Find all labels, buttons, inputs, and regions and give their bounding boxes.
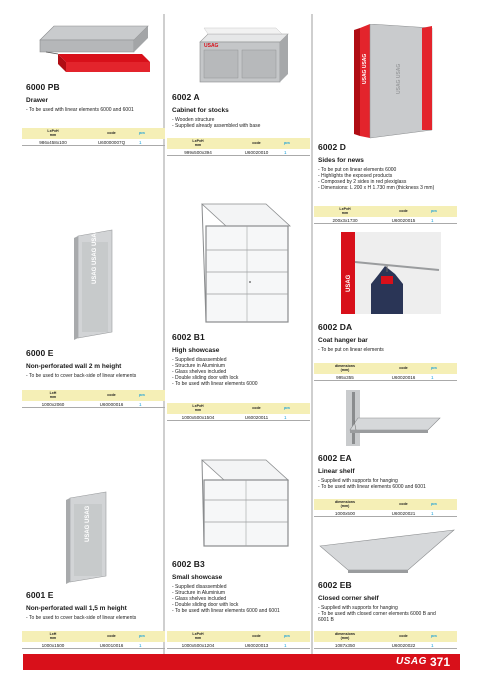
cell-qty: 1 bbox=[139, 139, 142, 145]
product-code: 6002 B3 bbox=[172, 559, 205, 569]
cell-code: U60020016 bbox=[391, 374, 416, 380]
bullet: - Dimensions: L 200 x H 1.730 mm (thickness 3 mm) bbox=[318, 185, 435, 192]
spec-row bbox=[22, 642, 165, 649]
svg-text:USAG USAG: USAG USAG bbox=[85, 505, 91, 542]
spec-header bbox=[167, 403, 310, 414]
product-name: Non-perforated wall 2 m height bbox=[26, 363, 122, 370]
spec-header bbox=[22, 128, 165, 139]
product-name: Linear shelf bbox=[318, 468, 355, 475]
col-header-dim: dimensions bbox=[335, 499, 355, 504]
corner-shelf-image bbox=[318, 526, 458, 576]
col-header-code: code bbox=[107, 633, 116, 638]
spec-header bbox=[167, 631, 310, 642]
bullet: 6001 B bbox=[318, 617, 334, 624]
col-header-code: code bbox=[107, 392, 116, 397]
product-code: 6001 E bbox=[26, 590, 54, 600]
product-6000e bbox=[26, 348, 162, 379]
cell-qty: 1 bbox=[431, 374, 434, 380]
col-header-qty: pcs bbox=[284, 140, 290, 145]
spec-row bbox=[167, 149, 310, 156]
col-header-unit: mm bbox=[49, 132, 57, 137]
cell-dim: 1000x500x1204 bbox=[181, 642, 215, 648]
bullet: - Glass shelves included bbox=[172, 369, 227, 376]
product-6002b1 bbox=[172, 332, 308, 387]
cell-code: U60020013 bbox=[244, 642, 269, 648]
spec-header bbox=[314, 631, 457, 642]
col-header-qty: pcs bbox=[431, 633, 437, 638]
product-code: 6002 D bbox=[318, 142, 347, 152]
bullet: - Supplied with supports for hanging bbox=[318, 605, 398, 611]
col-header-dim: LxPxH bbox=[339, 206, 351, 211]
col-header-qty: pcs bbox=[139, 130, 145, 135]
spec-header bbox=[22, 390, 165, 401]
column-divider-left bbox=[163, 14, 165, 654]
product-code: 6002 EA bbox=[318, 453, 352, 463]
col-header-unit: (mm) bbox=[340, 503, 350, 508]
cell-code: U60020010 bbox=[244, 149, 269, 155]
bullet: - To be used with linear elements 6000 bbox=[172, 381, 258, 388]
spec-table-6001e bbox=[22, 631, 165, 649]
svg-text:USAG USAG: USAG USAG bbox=[362, 53, 368, 84]
product-name: Drawer bbox=[26, 97, 49, 104]
small-showcase-image bbox=[194, 454, 298, 552]
spec-row bbox=[167, 642, 310, 649]
bullet: - Supplied already assembled with base bbox=[172, 123, 261, 130]
svg-text:USAG USAG USAG: USAG USAG USAG bbox=[92, 228, 98, 284]
product-name: High showcase bbox=[172, 347, 220, 354]
cell-dim: 1000x1500 bbox=[41, 642, 65, 648]
cell-code: U60010016 bbox=[99, 642, 124, 648]
bullet: - Composed by 2 sides in red plexiglass bbox=[318, 179, 407, 186]
wall-2m-image bbox=[70, 228, 120, 342]
col-header-dim: LxPxH bbox=[47, 128, 59, 133]
col-header-dim: LxPxH bbox=[192, 403, 204, 408]
cell-dim: 995x355 bbox=[336, 374, 354, 380]
sides-for-news-image bbox=[340, 24, 440, 140]
footer-bar bbox=[23, 654, 460, 670]
svg-text:USAG USAG: USAG USAG bbox=[396, 63, 402, 94]
cell-dim: 986x458x100 bbox=[39, 139, 67, 145]
product-6002b3 bbox=[172, 559, 308, 614]
col-header-unit: (mm) bbox=[340, 367, 350, 372]
bullet: - To be used to cover back-side of linear elements bbox=[26, 615, 137, 621]
col-header-unit: mm bbox=[341, 210, 349, 215]
spec-row bbox=[314, 642, 457, 649]
cell-dim: 1000x2060 bbox=[41, 401, 65, 407]
spec-table-6002eb bbox=[314, 631, 457, 649]
bullet: - Double sliding door with lock bbox=[172, 602, 239, 609]
product-bullets bbox=[172, 584, 308, 614]
product-6002eb bbox=[318, 580, 458, 623]
bullet: - To be used with linear elements 6000 and 6001 bbox=[318, 484, 426, 491]
col-header-code: code bbox=[252, 633, 261, 638]
product-6002a bbox=[172, 92, 308, 129]
product-6002ea bbox=[318, 453, 458, 490]
cell-code: U60020021 bbox=[391, 510, 416, 516]
spec-table-6000pb bbox=[22, 128, 165, 146]
page-number: 371 bbox=[430, 655, 451, 669]
col-header-unit: (mm) bbox=[340, 635, 350, 640]
col-header-dim: dimensions bbox=[335, 363, 355, 368]
cell-dim: 1000x500x1504 bbox=[181, 414, 215, 420]
col-header-qty: pcs bbox=[431, 365, 437, 370]
brand-logo: USAG bbox=[396, 656, 427, 667]
cell-qty: 1 bbox=[284, 642, 287, 648]
bullet: - Supplied with supports for hanging bbox=[318, 478, 398, 484]
spec-row bbox=[22, 401, 165, 408]
col-header-qty: pcs bbox=[139, 633, 145, 638]
product-bullets bbox=[172, 117, 308, 129]
bullet: - To be used with closed corner elements 6000 B and bbox=[318, 611, 436, 618]
bullet: - To be used to cover back-side of linear elements bbox=[26, 373, 137, 379]
col-header-unit: mm bbox=[49, 635, 57, 640]
product-code: 6002 EB bbox=[318, 580, 352, 590]
cell-code: U60020015 bbox=[391, 217, 416, 223]
product-6001e bbox=[26, 590, 162, 621]
coat-hanger-image bbox=[341, 232, 441, 314]
spec-header bbox=[22, 631, 165, 642]
bullet: - Highlights the exposed products bbox=[318, 173, 393, 180]
product-bullets bbox=[318, 167, 458, 191]
cell-code: U60020022 bbox=[391, 642, 416, 648]
bullet: - Supplied disassembled bbox=[172, 584, 227, 590]
spec-row bbox=[314, 374, 457, 381]
cell-qty: 1 bbox=[284, 414, 287, 420]
product-bullets bbox=[26, 107, 162, 113]
spec-row bbox=[314, 510, 457, 517]
product-name: Non-perforated wall 1,5 m height bbox=[26, 605, 127, 612]
linear-shelf-image bbox=[344, 390, 444, 446]
product-bullets bbox=[318, 605, 458, 623]
spec-table-6002d bbox=[314, 206, 457, 224]
product-bullets bbox=[172, 357, 308, 387]
bullet: - Wooden structure bbox=[172, 117, 215, 123]
col-header-unit: mm bbox=[194, 142, 202, 147]
col-header-qty: pcs bbox=[284, 405, 290, 410]
product-bullets bbox=[318, 478, 458, 490]
bullet: - Supplied disassembled bbox=[172, 357, 227, 363]
bullet: - To be put on linear elements bbox=[318, 347, 384, 353]
wall-1-5m-image bbox=[62, 490, 114, 586]
svg-text:USAG: USAG bbox=[346, 274, 352, 292]
col-header-dim: LxPxH bbox=[192, 631, 204, 636]
product-bullets bbox=[26, 373, 162, 379]
spec-row bbox=[22, 139, 165, 146]
spec-table-6002ea bbox=[314, 499, 457, 517]
product-code: 6000 E bbox=[26, 348, 54, 358]
bullet: - To be put on linear elements 6000 bbox=[318, 167, 397, 173]
high-showcase-image bbox=[194, 198, 298, 328]
product-6000pb bbox=[26, 82, 162, 113]
bullet: - Structure in Aluminium bbox=[172, 363, 226, 370]
col-header-dim: LxH bbox=[49, 390, 57, 395]
col-header-dim: dimensions bbox=[335, 631, 355, 636]
col-header-code: code bbox=[399, 501, 408, 506]
cell-code: U60000016 bbox=[99, 401, 124, 407]
product-name: Coat hanger bar bbox=[318, 337, 368, 344]
cell-qty: 1 bbox=[431, 217, 434, 223]
spec-header bbox=[314, 206, 457, 217]
spec-table-6002a bbox=[167, 138, 310, 156]
drawer-image bbox=[26, 22, 152, 74]
product-code: 6002 B1 bbox=[172, 332, 205, 342]
product-code: 6000 PB bbox=[26, 82, 60, 92]
bullet: - To be used with linear elements 6000 and 6001 bbox=[26, 107, 134, 113]
col-header-qty: pcs bbox=[431, 501, 437, 506]
spec-table-6002da bbox=[314, 363, 457, 381]
spec-row bbox=[167, 414, 310, 421]
col-header-unit: mm bbox=[194, 635, 202, 640]
cell-qty: 1 bbox=[431, 510, 434, 516]
cell-qty: 1 bbox=[431, 642, 434, 648]
bullet: - To be used with linear elements 6000 and 6001 bbox=[172, 608, 280, 615]
cell-qty: 1 bbox=[139, 642, 142, 648]
col-header-code: code bbox=[399, 208, 408, 213]
col-header-unit: mm bbox=[194, 407, 202, 412]
col-header-qty: pcs bbox=[431, 208, 437, 213]
col-header-unit: mm bbox=[49, 394, 57, 399]
cell-dim: 1087x350 bbox=[334, 642, 356, 648]
col-header-qty: pcs bbox=[139, 392, 145, 397]
spec-header bbox=[167, 138, 310, 149]
cell-qty: 1 bbox=[139, 401, 142, 407]
spec-row bbox=[314, 217, 457, 224]
col-header-code: code bbox=[252, 405, 261, 410]
cell-code: U60000007Q bbox=[97, 139, 126, 145]
spec-header bbox=[314, 499, 457, 510]
col-header-dim: LxH bbox=[49, 631, 57, 636]
product-6002da bbox=[318, 322, 458, 353]
product-name: Small showcase bbox=[172, 574, 223, 581]
col-header-dim: LxPxH bbox=[192, 138, 204, 143]
product-name: Closed corner shelf bbox=[318, 595, 379, 602]
product-bullets bbox=[26, 615, 162, 621]
col-header-code: code bbox=[107, 130, 116, 135]
spec-table-6000e bbox=[22, 390, 165, 408]
bullet: - Structure in Aluminium bbox=[172, 590, 226, 597]
product-name: Cabinet for stocks bbox=[172, 107, 229, 114]
product-6002d bbox=[318, 142, 458, 191]
cell-code: U60020011 bbox=[244, 414, 269, 420]
product-bullets bbox=[318, 347, 458, 353]
col-header-code: code bbox=[399, 365, 408, 370]
cell-dim: 1000x500 bbox=[334, 510, 356, 516]
cabinet-image bbox=[194, 24, 292, 86]
col-header-qty: pcs bbox=[284, 633, 290, 638]
spec-table-6002b3 bbox=[167, 631, 310, 649]
spec-header bbox=[314, 363, 457, 374]
product-name: Sides for news bbox=[318, 157, 364, 164]
cell-dim: 999x500x394 bbox=[184, 149, 212, 155]
bullet: - Glass shelves included bbox=[172, 596, 227, 603]
cell-qty: 1 bbox=[284, 149, 287, 155]
spec-table-6002b1 bbox=[167, 403, 310, 421]
column-divider-right bbox=[311, 14, 313, 654]
cell-dim: 200x3x1730 bbox=[332, 217, 358, 223]
svg-text:USAG: USAG bbox=[204, 43, 219, 49]
col-header-code: code bbox=[399, 633, 408, 638]
bullet: - Double sliding door with lock bbox=[172, 375, 239, 382]
product-code: 6002 DA bbox=[318, 322, 353, 332]
product-code: 6002 A bbox=[172, 92, 200, 102]
col-header-code: code bbox=[252, 140, 261, 145]
